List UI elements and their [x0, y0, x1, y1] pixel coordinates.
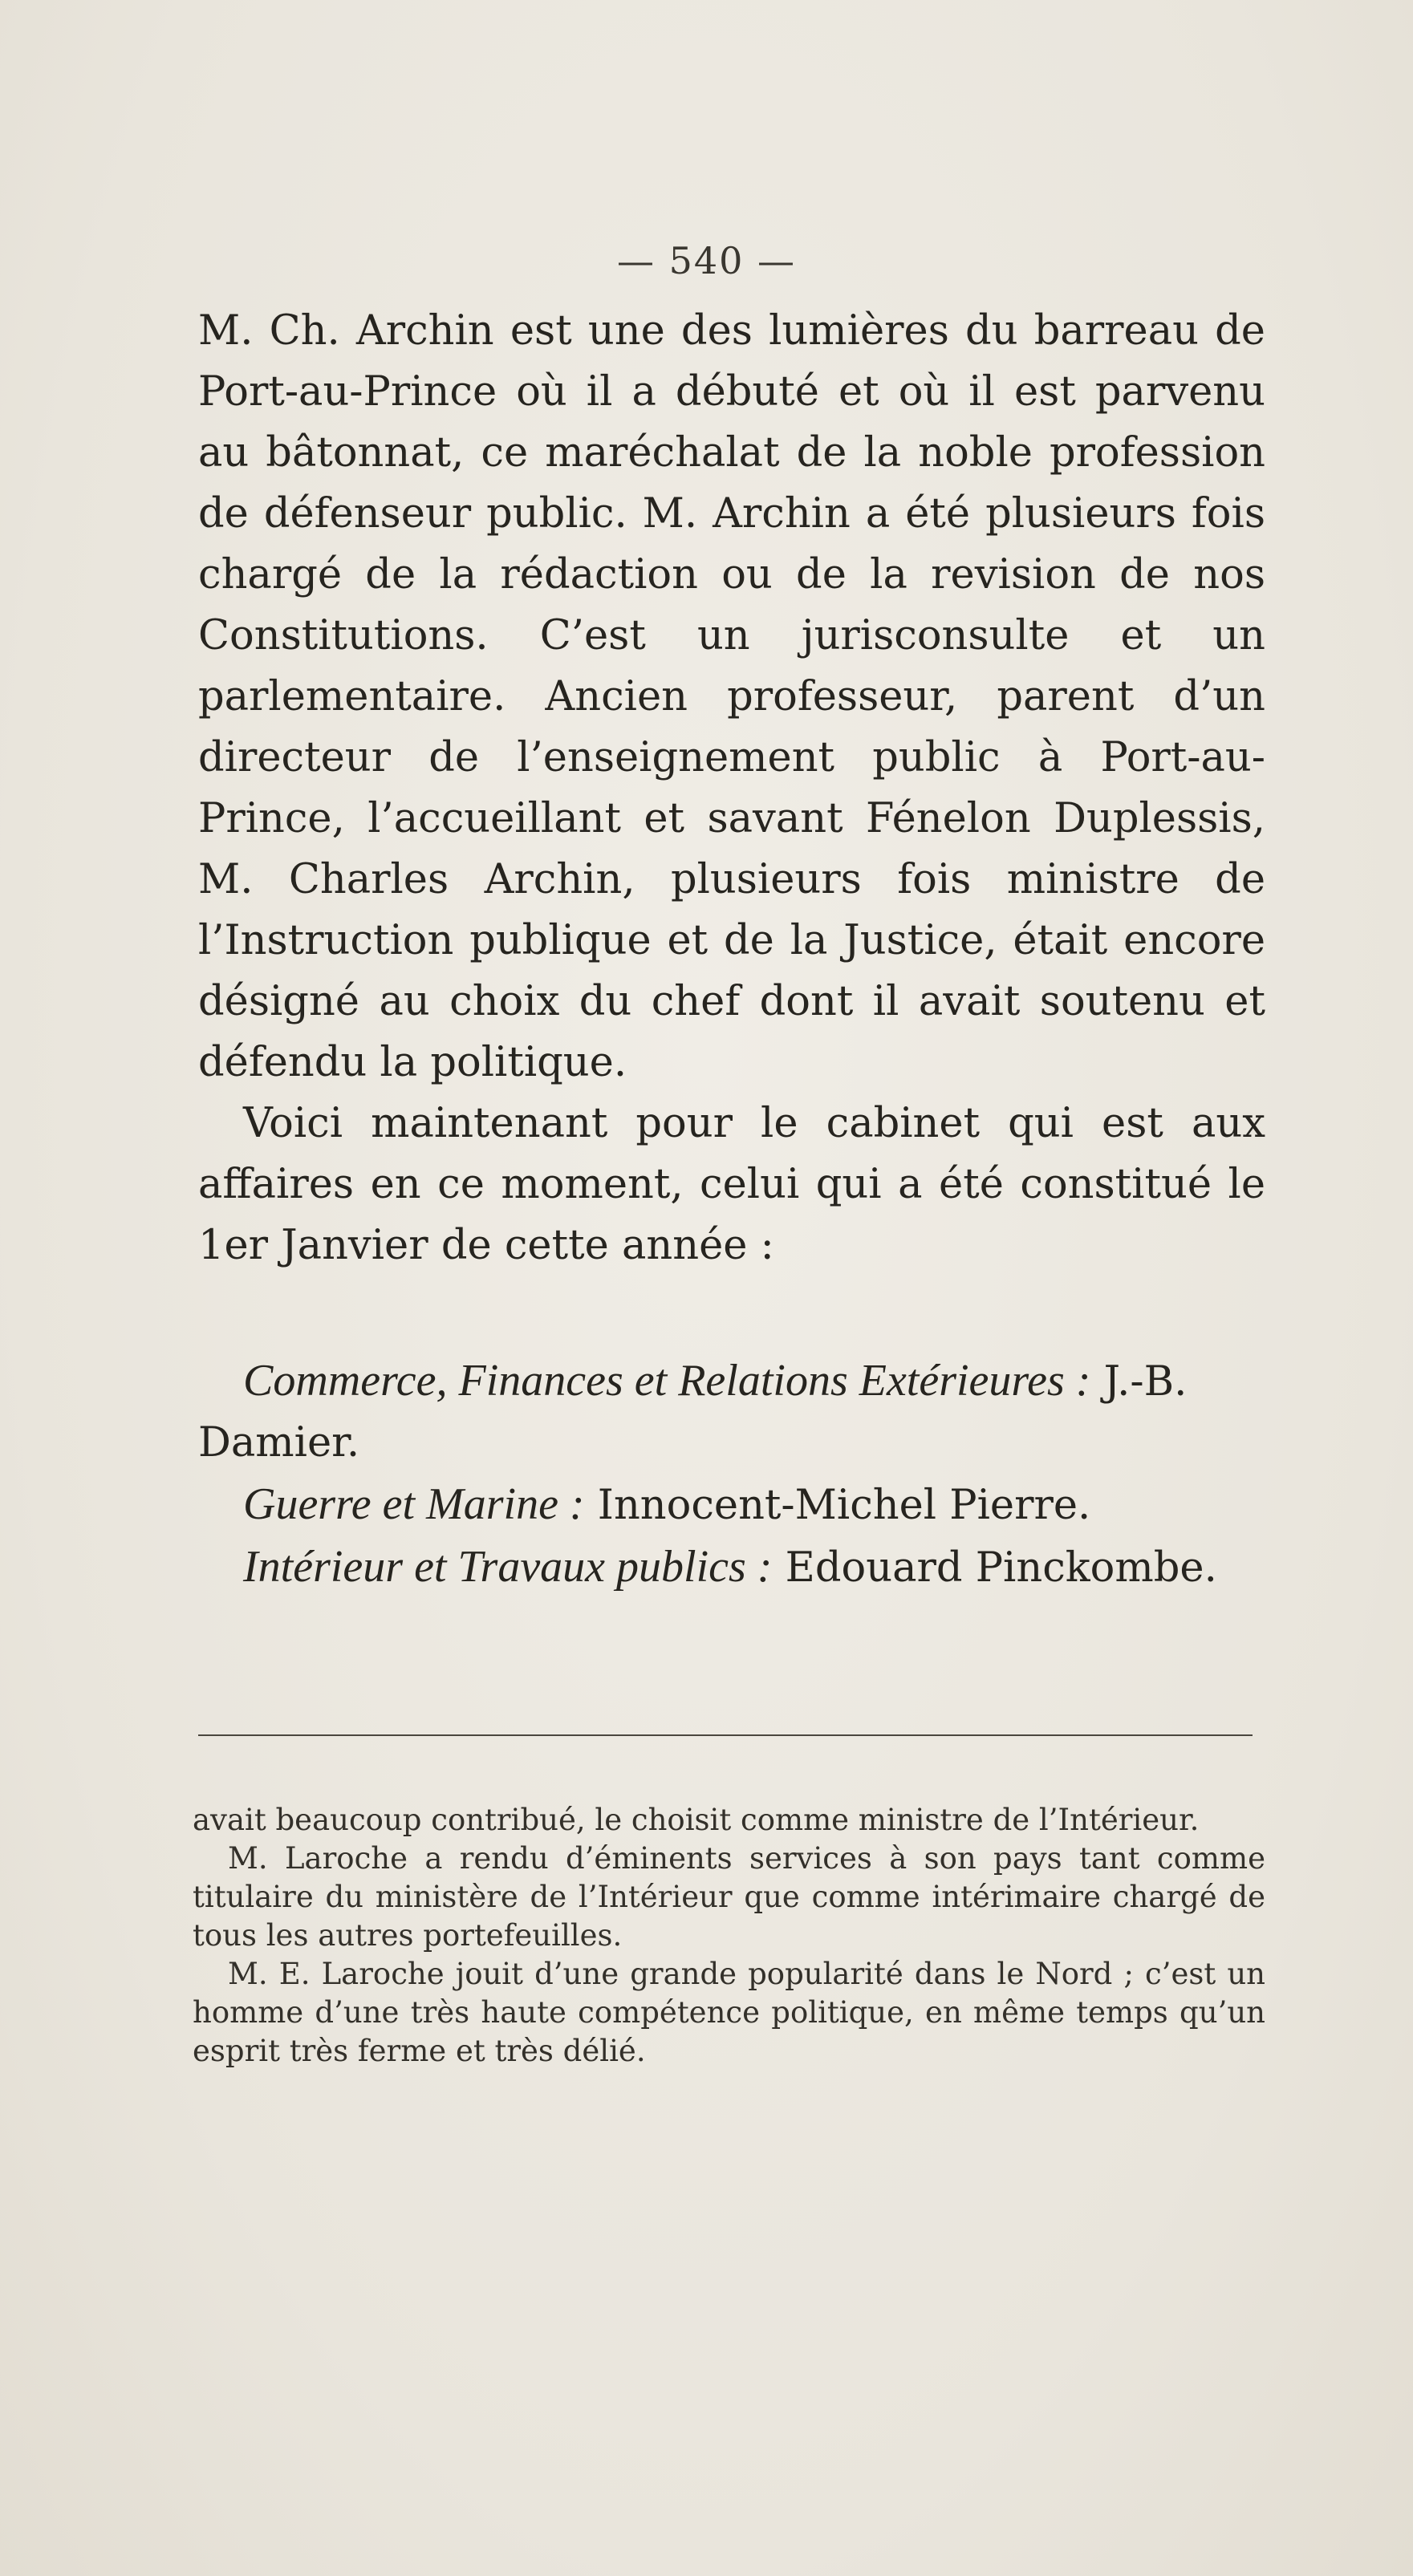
cabinet-portfolio: Guerre et Marine : — [243, 1479, 585, 1529]
page-number: — 540 — — [616, 239, 797, 282]
cabinet-portfolio: Intérieur et Travaux publics : — [243, 1542, 773, 1592]
cabinet-entry — [198, 1474, 1265, 1536]
cabinet-entry — [198, 1350, 1265, 1474]
cabinet-minister: J.-B. Damier. — [198, 1358, 1188, 1466]
footnote-line: avait beaucoup contribué, le choisit comme ministre de l’Intérieur. — [193, 1803, 1200, 1837]
cabinet-portfolio: Commerce, Finances et Relations Extérieures : — [243, 1356, 1091, 1406]
footnote-line: M. Laroche a rendu d’éminents services à son pays tant comme titulaire du ministère de l’Intérieur que comme intérimaire chargé de tous les autres portefeuilles. — [193, 1841, 1265, 1953]
cabinet-minister: Innocent-Michel Pierre. — [597, 1482, 1091, 1529]
paragraph-archin: M. Ch. Archin est une des lumières du barreau de Port-au-Prince où il a débuté et où il est parvenu au bâtonnat, ce maréchalat de la noble profession de défenseur public. M. Archin a été plusieurs fois chargé de la rédaction ou de la revision de nos Constitutions. C’est un jurisconsulte et un parlementaire. Ancien professeur, parent d’un directeur de l’enseignement public à Port-au-Prince, l’accueillant et savant Fénelon Duplessis, M. Charles Archin, plusieurs fois ministre de l’Instruction publique et de la Justice, était encore désigné au choix du chef dont il avait soutenu et défendu la politique. — [198, 307, 1265, 1086]
cabinet-list — [198, 1350, 1265, 1599]
paragraph-cabinet-intro: Voici maintenant pour le cabinet qui est aux affaires en ce moment, celui qui a été constitué le 1er Janvier de cette année : — [198, 1100, 1265, 1269]
footnote — [193, 1801, 1265, 2071]
cabinet-minister: Edouard Pinckombe. — [785, 1544, 1217, 1592]
footnote-line: M. E. Laroche jouit d’une grande popularité dans le Nord ; c’est un homme d’une très haute compétence politique, en même temps qu’un esprit très ferme et très délié. — [193, 1957, 1265, 2068]
body-text — [198, 301, 1265, 1276]
cabinet-entry — [198, 1536, 1265, 1599]
footnote-divider — [198, 1734, 1253, 1736]
